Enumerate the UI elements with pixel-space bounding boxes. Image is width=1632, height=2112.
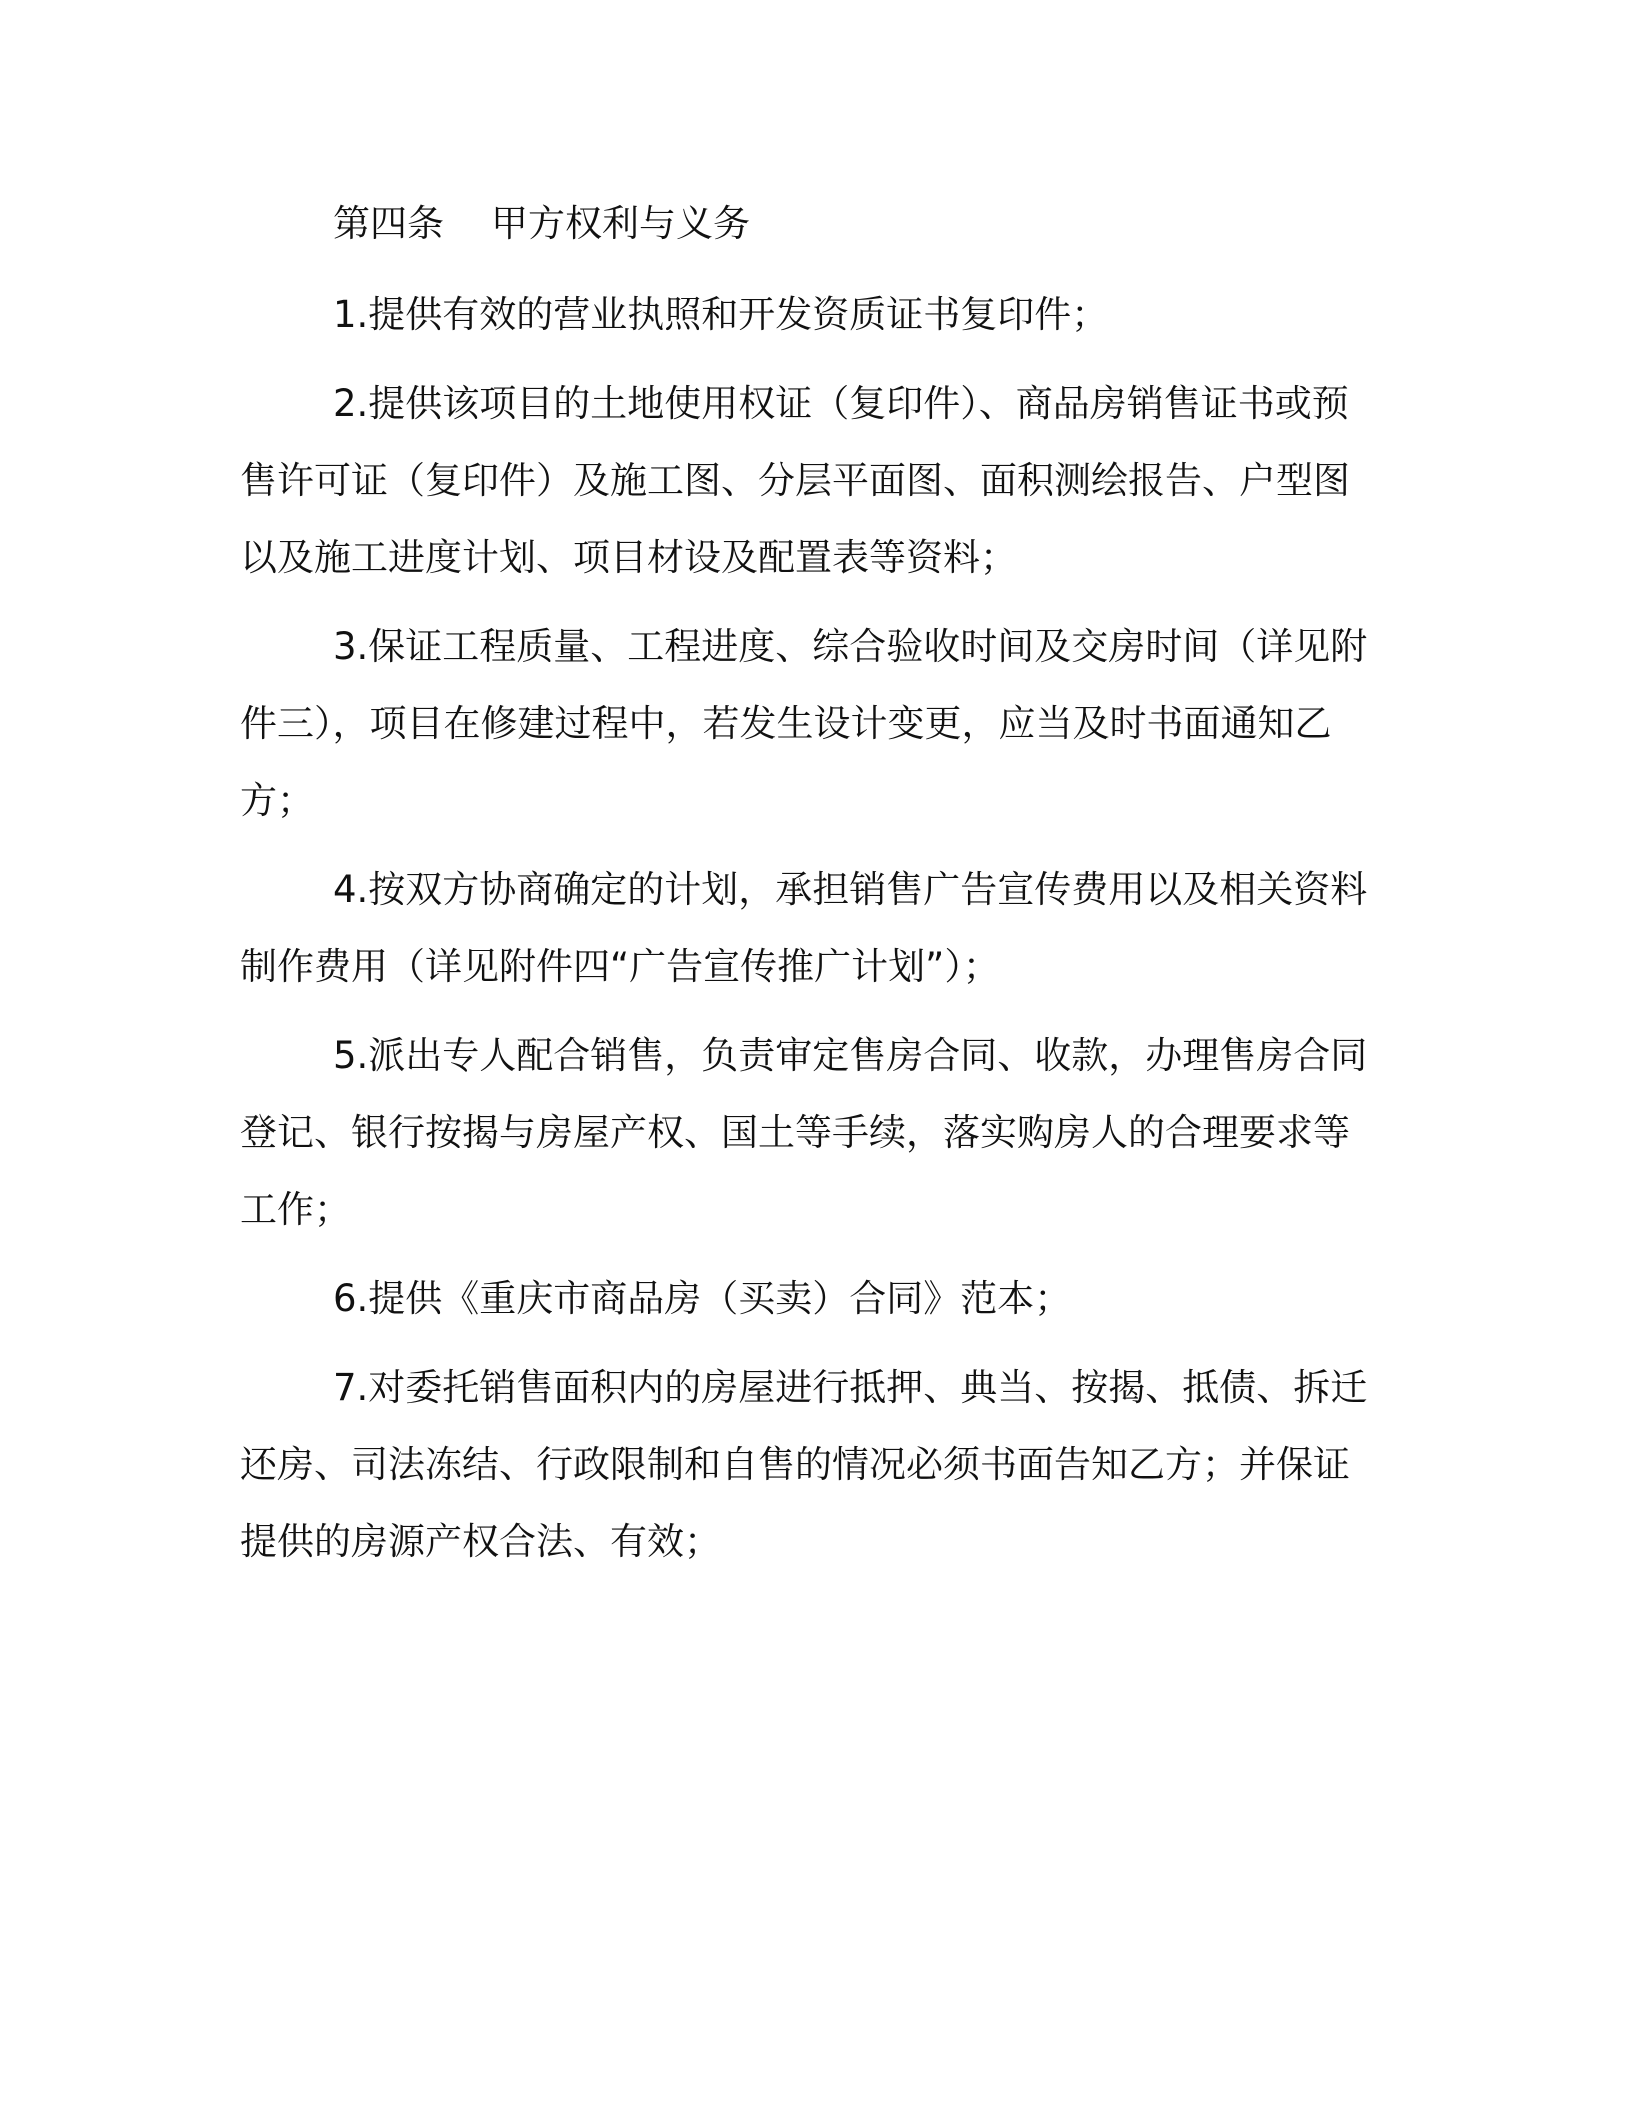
section-heading: 第四条 甲方权利与义务: [333, 202, 751, 245]
document-body: [240, 185, 1380, 1580]
clause-4: 4.按双方协商确定的计划，承担销售广告宣传费用以及相关资料制作费用（详见附件四“广告宣传推广计划”）；: [240, 868, 1368, 988]
clause-5: 5.派出专人配合销售，负责审定售房合同、收款，办理售房合同登记、银行按揭与房屋产权、国土等手续，落实购房人的合理要求等工作；: [240, 1034, 1368, 1231]
clause-3: 3.保证工程质量、工程进度、综合验收时间及交房时间（详见附件三），项目在修建过程中，若发生设计变更，应当及时书面通知乙方；: [240, 625, 1368, 822]
clause-1: 1.提供有效的营业执照和开发资质证书复印件；: [333, 293, 1109, 336]
clause-2: 2.提供该项目的土地使用权证（复印件）、商品房销售证书或预售许可证（复印件）及施工图、分层平面图、面积测绘报告、户型图以及施工进度计划、项目材设及配置表等资料；: [240, 382, 1350, 579]
clause-6: 6.提供《重庆市商品房（买卖）合同》范本；: [333, 1277, 1072, 1320]
clause-7: 7.对委托销售面积内的房屋进行抵押、典当、按揭、抵债、拆迁还房、司法冻结、行政限制和自售的情况必须书面告知乙方；并保证提供的房源产权合法、有效；: [240, 1366, 1368, 1563]
